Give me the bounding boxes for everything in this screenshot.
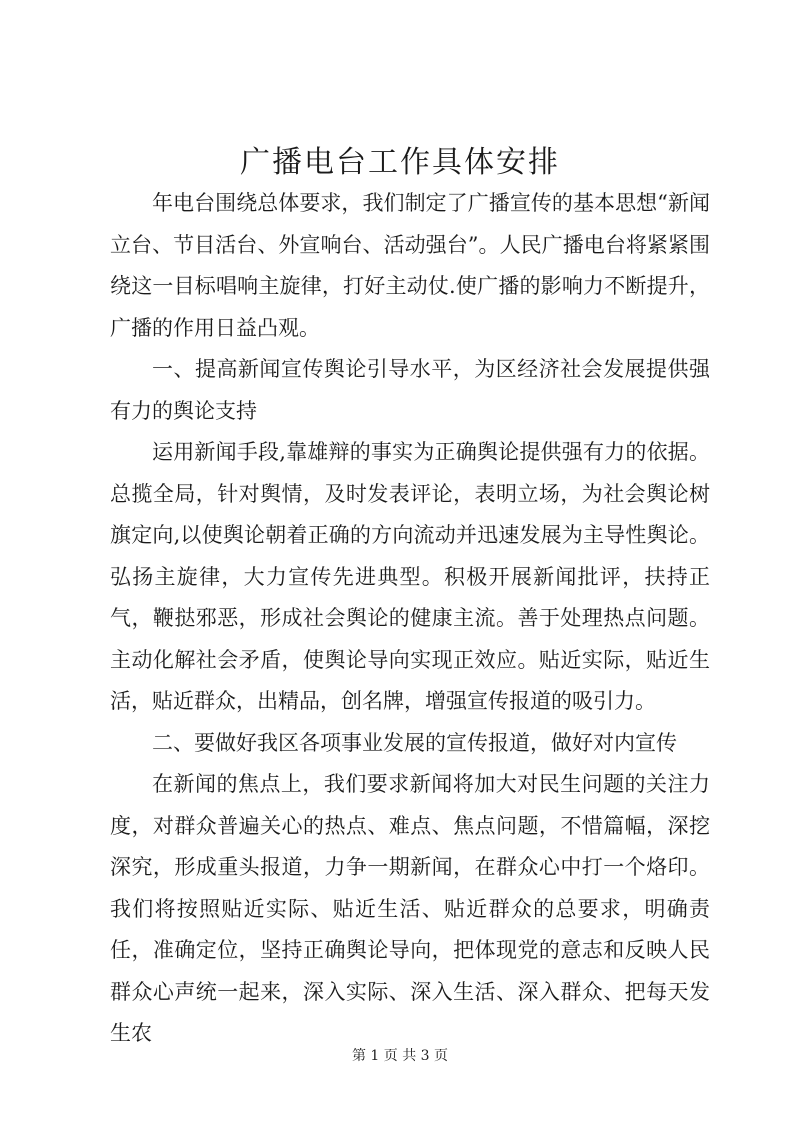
section-heading-2: 二、要做好我区各项事业发展的宣传报道，做好对内宣传 <box>152 730 677 755</box>
section-heading-1: 一、提高新闻宣传舆论引导水平，为区经济社会发展提供强有力的舆论支持 <box>110 357 710 423</box>
document-title: 广播电台工作具体安排 <box>240 145 560 180</box>
paragraph-section-1: 运用新闻手段,靠雄辩的事实为正确舆论提供强有力的依据。总揽全局，针对舆情，及时发表评论，表明立场，为社会舆论树旗定向,以使舆论朝着正确的方向流动并迅速发展为主导性舆论。弘扬主旋律，大力宣传先进典型。积极开展新闻批评，扶持正气，鞭挞邪恶，形成社会舆论的健康主流。善于处理热点问题。主动化解社会矛盾，使舆论导向实现正效应。贴近实际，贴近生活，贴近群众，出精品，创名牌，增强宣传报道的吸引力。 <box>110 440 710 713</box>
page-number-footer: 第 1 页 共 3 页 <box>351 1048 449 1064</box>
paragraph-section-2: 在新闻的焦点上，我们要求新闻将加大对民生问题的关注力度，对群众普遍关心的热点、难点、焦点问题，不惜篇幅，深挖深究，形成重头报道，力争一期新闻，在群众心中打一个烙印。我们将按照贴近实际、贴近生活、贴近群众的总要求，明确责任，准确定位，坚持正确舆论导向，把体现党的意志和反映人民群众心声统一起来，深入实际、深入生活、深入群众、把每天发生农 <box>110 772 710 1045</box>
paragraph-intro: 年电台围绕总体要求，我们制定了广播宣传的基本思想“新闻立台、节目活台、外宣响台、活动强台”。人民广播电台将紧紧围绕这一目标唱响主旋律，打好主动仗.使广播的影响力不断提升，广播的作用日益凸观。 <box>110 191 710 340</box>
document-body <box>110 183 710 1055</box>
